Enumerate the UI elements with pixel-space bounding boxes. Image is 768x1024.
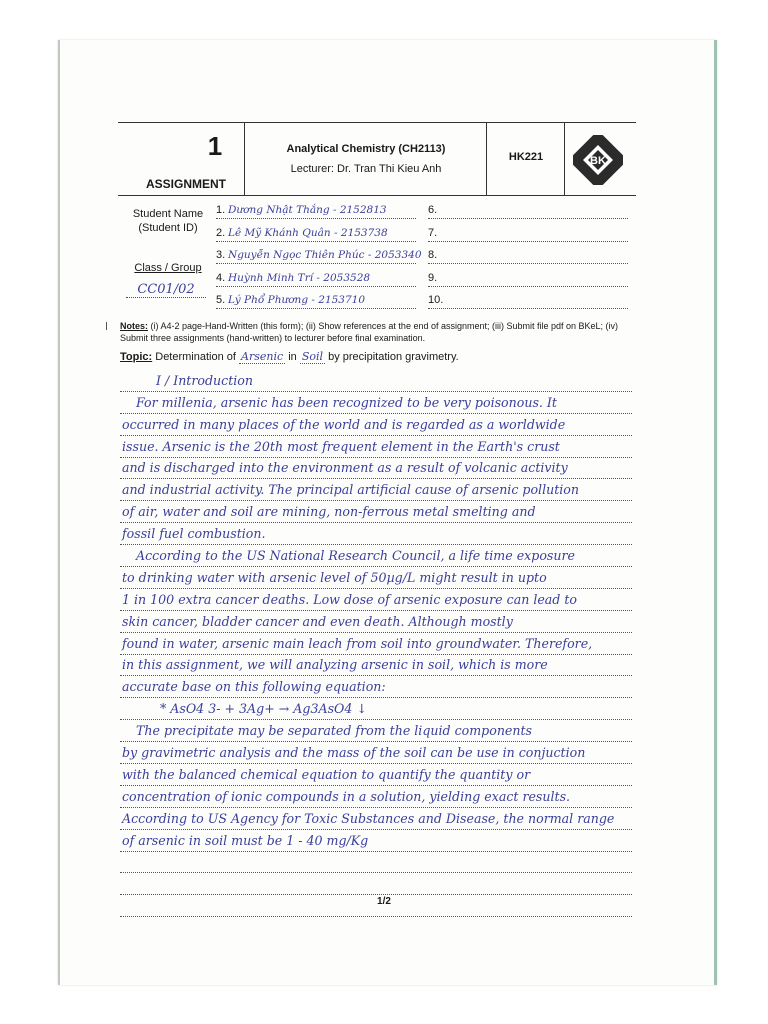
handwritten-body bbox=[120, 370, 632, 917]
ruled-line bbox=[120, 567, 632, 589]
student-number: 8. bbox=[428, 249, 438, 261]
student-name: Lý Phổ Phương - 2153710 bbox=[228, 294, 366, 306]
ruled-line bbox=[120, 720, 632, 742]
student-name-label: Student Name bbox=[132, 208, 204, 220]
student-line bbox=[428, 268, 628, 287]
handwritten-text: and industrial activity. The principal artificial cause of arsenic pollution bbox=[122, 482, 579, 498]
student-line bbox=[216, 223, 416, 242]
ruled-line bbox=[120, 742, 632, 764]
logo-text: BK bbox=[590, 155, 606, 167]
ruled-line bbox=[120, 873, 632, 895]
ruled-line bbox=[120, 852, 632, 874]
student-line bbox=[216, 290, 416, 309]
ruled-line bbox=[120, 764, 632, 786]
ruled-line bbox=[120, 676, 632, 698]
student-line bbox=[428, 290, 628, 309]
handwritten-text: issue. Arsenic is the 20th most frequent element in the Earth's crust bbox=[122, 438, 560, 454]
student-number: 10. bbox=[428, 294, 444, 306]
handwritten-text: According to the US National Research Council, a life time exposure bbox=[136, 548, 575, 564]
student-line bbox=[216, 245, 422, 264]
student-name: Nguyễn Ngọc Thiên Phúc - 2053340 bbox=[228, 249, 422, 261]
handwritten-text: of air, water and soil are mining, non-ferrous metal smelting and bbox=[122, 504, 536, 520]
handwritten-text: * AsO4 3- + 3Ag+ → Ag3AsO4 ↓ bbox=[160, 701, 367, 717]
handwritten-text: found in water, arsenic main leach from soil into groundwater. Therefore, bbox=[122, 635, 593, 651]
class-group-value: CC01/02 bbox=[126, 282, 206, 298]
topic-prefix: Determination of bbox=[152, 351, 240, 363]
handwritten-text: occurred in many places of the world and is regarded as a worldwide bbox=[122, 416, 566, 432]
notes bbox=[120, 320, 640, 344]
student-number: 1. bbox=[216, 204, 226, 216]
student-line bbox=[216, 268, 416, 287]
ruled-line bbox=[120, 786, 632, 808]
handwritten-text: in this assignment, we will analyzing arsenic in soil, which is more bbox=[122, 657, 548, 673]
handwritten-text: According to US Agency for Toxic Substances and Disease, the normal range bbox=[122, 810, 615, 826]
header-divider bbox=[564, 123, 565, 195]
lecturer-name: Lecturer: Dr. Tran Thi Kieu Anh bbox=[290, 163, 442, 175]
assignment-number: 1 bbox=[207, 131, 223, 161]
student-number: 3. bbox=[216, 249, 226, 261]
ruled-line bbox=[120, 501, 632, 523]
handwritten-text: accurate base on this following equation: bbox=[122, 679, 386, 695]
ruled-line bbox=[120, 698, 632, 720]
topic-in: in bbox=[285, 351, 300, 363]
ruled-line bbox=[120, 589, 632, 611]
student-line bbox=[216, 200, 416, 219]
ruled-line bbox=[120, 436, 632, 458]
ruled-line bbox=[120, 523, 632, 545]
ruled-line bbox=[120, 655, 632, 677]
topic-label: Topic: bbox=[120, 351, 153, 363]
handwritten-text: with the balanced chemical equation to quantify the quantity or bbox=[122, 766, 531, 782]
handwritten-text: The precipitate may be separated from the liquid components bbox=[136, 723, 533, 739]
ruled-line bbox=[120, 370, 632, 392]
header-divider bbox=[486, 123, 487, 195]
ruled-line bbox=[120, 458, 632, 480]
student-number: 6. bbox=[428, 204, 438, 216]
handwritten-text: skin cancer, bladder cancer and even death. Although mostly bbox=[122, 613, 513, 629]
student-number: 4. bbox=[216, 271, 226, 284]
class-group-label: Class / Group bbox=[134, 262, 202, 274]
bk-logo bbox=[573, 135, 623, 185]
handwritten-text: by gravimetric analysis and the mass of the soil can be use in conjuction bbox=[122, 745, 586, 761]
ruled-line bbox=[120, 545, 632, 567]
topic-suffix: by precipitation gravimetry. bbox=[325, 351, 459, 363]
student-line bbox=[428, 223, 628, 242]
ruled-line bbox=[120, 808, 632, 830]
handwritten-text: I / Introduction bbox=[156, 372, 253, 388]
topic-matrix: Soil bbox=[301, 350, 324, 363]
student-name: Huỳnh Minh Trí - 2053528 bbox=[228, 271, 371, 284]
student-id-label: (Student ID) bbox=[138, 222, 198, 234]
ruled-line bbox=[120, 633, 632, 655]
margin-mark bbox=[106, 322, 107, 330]
page-number: 1/2 bbox=[377, 896, 391, 907]
topic-analyte: Arsenic bbox=[241, 350, 284, 363]
student-line bbox=[428, 200, 628, 219]
handwritten-text: to drinking water with arsenic level of 50µg/L might result in upto bbox=[122, 569, 547, 585]
assignment-label: ASSIGNMENT bbox=[146, 177, 227, 191]
ruled-line bbox=[120, 611, 632, 633]
course-title: Analytical Chemistry (CH2113) bbox=[286, 143, 446, 155]
student-number: 7. bbox=[428, 226, 438, 239]
header-divider bbox=[244, 123, 245, 195]
notes-label: Notes: bbox=[120, 321, 149, 331]
ruled-line bbox=[120, 479, 632, 501]
ruled-line bbox=[120, 830, 632, 852]
handwritten-text: concentration of ionic compounds in a solution, yielding exact results. bbox=[122, 788, 571, 804]
assignment-header bbox=[118, 122, 636, 196]
ruled-line bbox=[120, 392, 632, 414]
student-line bbox=[428, 245, 628, 264]
notes-text: (i) A4-2 page-Hand-Written (this form); (ii) Show references at the end of assignment; (iii) Submit file pdf on BKeL; (iv) Submit three assignments (hand-written) to lecturer before final examination. bbox=[120, 321, 619, 343]
student-number: 5. bbox=[216, 294, 226, 306]
topic-line bbox=[120, 350, 640, 363]
handwritten-text: fossil fuel combustion. bbox=[122, 526, 266, 542]
handwritten-text: 1 in 100 extra cancer deaths. Low dose of arsenic exposure can lead to bbox=[122, 591, 578, 607]
student-number: 2. bbox=[216, 226, 226, 239]
handwritten-text: and is discharged into the environment as a result of volcanic activity bbox=[122, 460, 568, 476]
handwritten-text: For millenia, arsenic has been recognized to be very poisonous. It bbox=[136, 394, 557, 410]
term-code: HK221 bbox=[508, 151, 544, 163]
handwritten-text: of arsenic in soil must be 1 - 40 mg/Kg bbox=[122, 832, 369, 848]
ruled-line bbox=[120, 414, 632, 436]
student-number: 9. bbox=[428, 271, 438, 284]
student-name: Lê Mỹ Khánh Quân - 2153738 bbox=[228, 226, 388, 239]
student-name: Dương Nhật Thắng - 2152813 bbox=[228, 204, 387, 216]
